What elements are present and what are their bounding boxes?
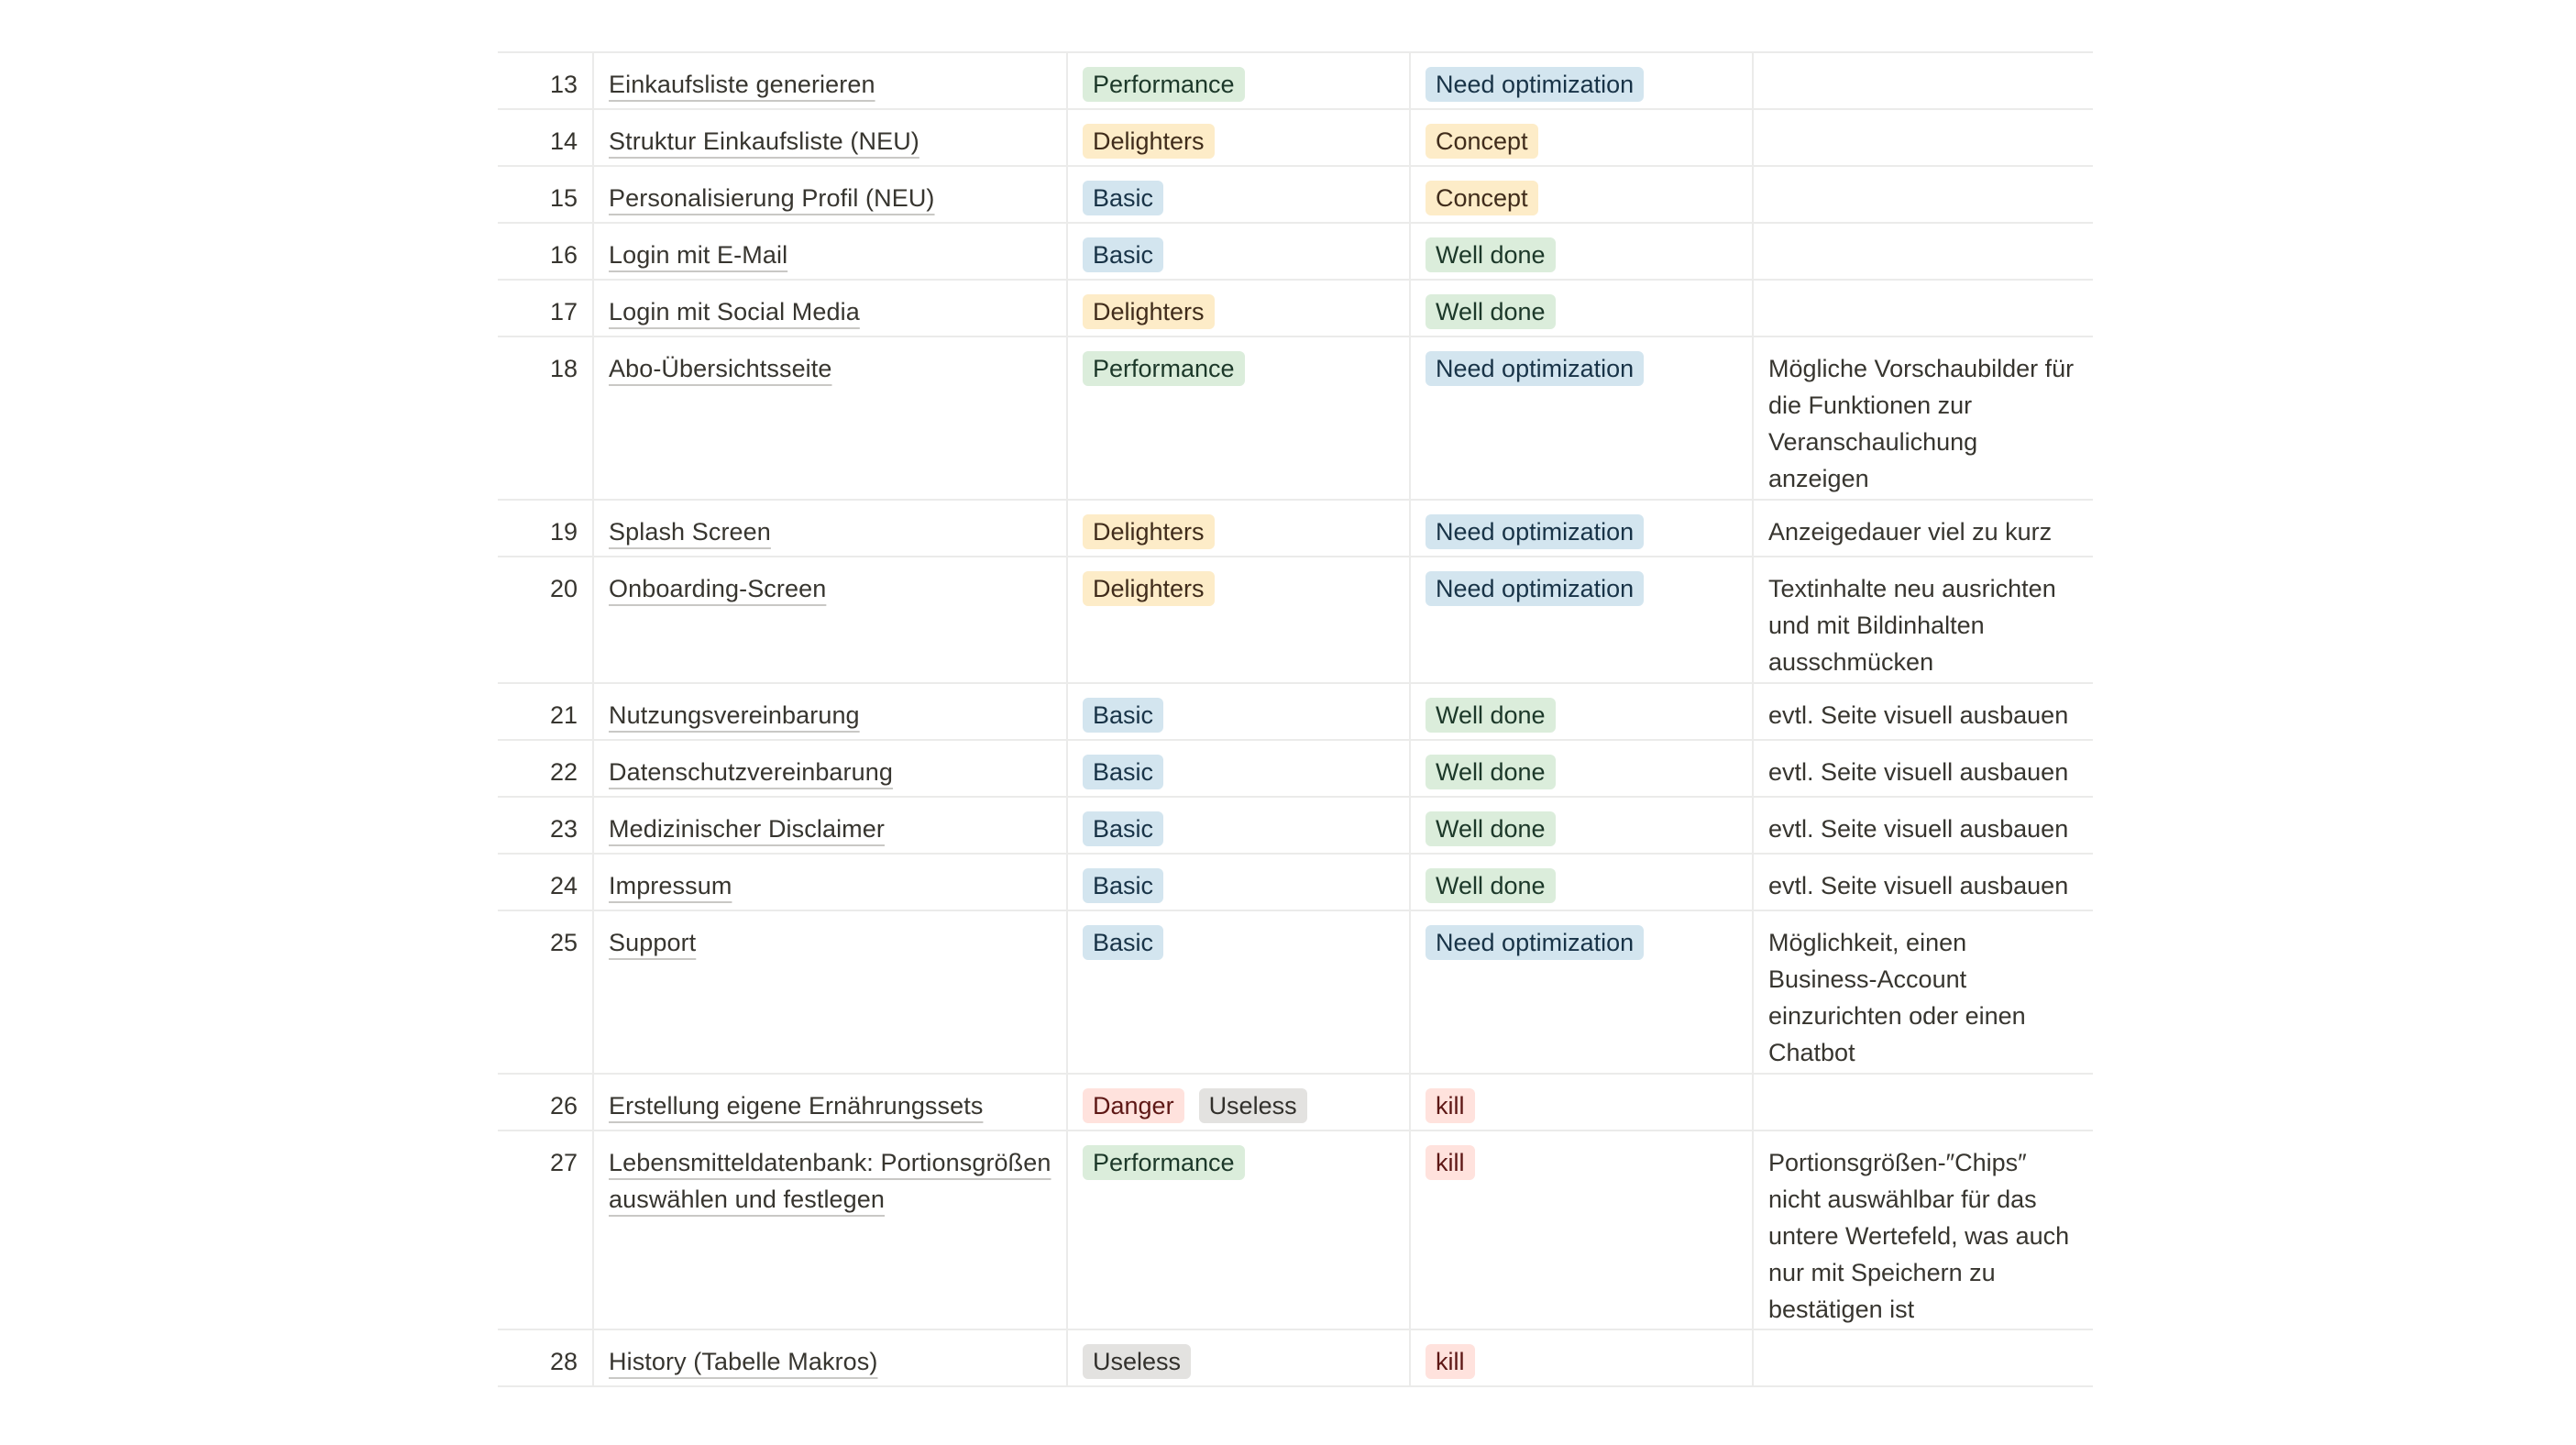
category-cell[interactable] [1068,684,1411,739]
row-number: 24 [498,855,594,910]
category-cell[interactable] [1068,855,1411,910]
feature-name-link[interactable]: Medizinischer Disclaimer [609,815,885,843]
note-cell[interactable]: Möglichkeit, einen Business-Account einzurichten oder einen Chatbot [1768,929,2026,1066]
category-tag: Basic [1083,868,1163,903]
feature-name-cell [594,224,1068,279]
note-cell[interactable] [1754,281,2093,336]
table-row[interactable] [498,501,2093,557]
category-cell[interactable] [1068,110,1411,165]
feature-name-link[interactable]: History (Tabelle Makros) [609,1348,878,1375]
status-cell[interactable] [1411,337,1754,499]
row-number: 16 [498,224,594,279]
status-tag: kill [1426,1344,1475,1379]
note-cell[interactable] [1754,1075,2093,1130]
feature-name-cell [594,1131,1068,1329]
note-cell[interactable]: Portionsgrößen-″Chips″ nicht auswählbar für das untere Wertefeld, was auch nur mit Speichern zu bestätigen ist [1768,1149,2070,1323]
status-cell[interactable] [1411,855,1754,910]
note-cell[interactable]: Anzeigedauer viel zu kurz [1768,518,2053,546]
feature-name-link[interactable]: Personalisierung Profil (NEU) [609,184,935,212]
category-tag: Delighters [1083,571,1215,606]
status-tag: kill [1426,1145,1475,1180]
feature-name-link[interactable]: Struktur Einkaufsliste (NEU) [609,127,919,155]
category-tag: Delighters [1083,514,1215,549]
feature-name-link[interactable]: Impressum [609,872,732,899]
row-number: 18 [498,337,594,499]
category-cell[interactable] [1068,557,1411,682]
status-cell[interactable] [1411,1330,1754,1385]
feature-name-link[interactable]: Login mit Social Media [609,298,860,325]
status-cell[interactable] [1411,684,1754,739]
table-row[interactable] [498,337,2093,501]
feature-name-cell [594,798,1068,853]
note-cell[interactable] [1754,53,2093,108]
feature-name-link[interactable]: Onboarding-Screen [609,575,827,602]
category-cell[interactable] [1068,1075,1411,1130]
row-number: 17 [498,281,594,336]
table-row[interactable] [498,557,2093,684]
status-cell[interactable] [1411,281,1754,336]
row-number: 26 [498,1075,594,1130]
table-row[interactable] [498,855,2093,911]
table-row[interactable] [498,224,2093,281]
feature-name-cell [594,281,1068,336]
status-tag: Well done [1426,811,1556,846]
table-row[interactable] [498,110,2093,167]
status-cell[interactable] [1411,167,1754,222]
category-cell[interactable] [1068,224,1411,279]
feature-name-link[interactable]: Datenschutzvereinbarung [609,758,893,786]
category-tag: Basic [1083,698,1163,733]
status-cell[interactable] [1411,53,1754,108]
feature-name-link[interactable]: Abo-Übersichtsseite [609,355,832,382]
status-cell[interactable] [1411,557,1754,682]
feature-name-link[interactable]: Erstellung eigene Ernährungssets [609,1092,984,1120]
category-tag: Delighters [1083,294,1215,329]
feature-name-cell [594,337,1068,499]
row-number: 21 [498,684,594,739]
note-cell[interactable] [1754,224,2093,279]
category-cell[interactable] [1068,911,1411,1073]
category-cell[interactable] [1068,741,1411,796]
table-row[interactable] [498,741,2093,798]
feature-name-cell [594,557,1068,682]
feature-name-link[interactable]: Login mit E-Mail [609,241,788,269]
note-cell[interactable]: evtl. Seite visuell ausbauen [1768,701,2069,729]
status-cell[interactable] [1411,911,1754,1073]
category-tag: Useless [1199,1088,1307,1123]
category-cell[interactable] [1068,337,1411,499]
category-tag: Performance [1083,67,1245,102]
row-number: 19 [498,501,594,556]
status-tag: Need optimization [1426,67,1644,102]
database-table [498,51,2093,1387]
row-number: 23 [498,798,594,853]
table-row[interactable] [498,167,2093,224]
table-row[interactable] [498,1131,2093,1330]
note-cell[interactable]: evtl. Seite visuell ausbauen [1768,872,2069,899]
category-cell[interactable] [1068,167,1411,222]
row-number: 28 [498,1330,594,1385]
status-tag: Concept [1426,124,1538,159]
category-tag: Basic [1083,755,1163,789]
status-tag: Need optimization [1426,514,1644,549]
feature-name-cell [594,855,1068,910]
table-row[interactable] [498,1075,2093,1131]
category-cell[interactable] [1068,798,1411,853]
status-tag: Well done [1426,294,1556,329]
row-number: 25 [498,911,594,1073]
status-cell[interactable] [1411,741,1754,796]
status-cell[interactable] [1411,1075,1754,1130]
table-row[interactable] [498,1330,2093,1387]
feature-name-link[interactable]: Lebensmitteldatenbank: Portionsgrößen auswählen und festlegen [609,1149,1051,1213]
note-cell[interactable]: Mögliche Vorschaubilder für die Funktionen zur Veranschaulichung anzeigen [1768,355,2075,492]
status-cell[interactable] [1411,1131,1754,1329]
feature-name-cell [594,110,1068,165]
status-tag: Well done [1426,755,1556,789]
feature-name-link[interactable]: Support [609,929,697,956]
row-number: 14 [498,110,594,165]
category-cell[interactable] [1068,1330,1411,1385]
note-cell[interactable]: evtl. Seite visuell ausbauen [1768,815,2069,843]
category-tag: Basic [1083,925,1163,960]
note-cell[interactable] [1754,1330,2093,1385]
category-tag: Useless [1083,1344,1191,1379]
row-number: 15 [498,167,594,222]
status-tag: kill [1426,1088,1475,1123]
status-tag: Need optimization [1426,351,1644,386]
feature-name-cell [594,911,1068,1073]
feature-name-cell [594,167,1068,222]
table-row[interactable] [498,911,2093,1075]
category-tag: Basic [1083,237,1163,272]
category-tag: Danger [1083,1088,1184,1123]
status-tag: Well done [1426,698,1556,733]
feature-name-cell [594,1075,1068,1130]
row-number: 13 [498,53,594,108]
row-number: 22 [498,741,594,796]
table-row[interactable] [498,53,2093,110]
status-tag: Well done [1426,237,1556,272]
row-number: 27 [498,1131,594,1329]
category-cell[interactable] [1068,53,1411,108]
category-cell[interactable] [1068,1131,1411,1329]
row-number: 20 [498,557,594,682]
feature-name-link[interactable]: Nutzungsvereinbarung [609,701,860,729]
category-cell[interactable] [1068,281,1411,336]
table-row[interactable] [498,684,2093,741]
status-cell[interactable] [1411,798,1754,853]
status-tag: Need optimization [1426,571,1644,606]
feature-name-cell [594,741,1068,796]
note-cell[interactable]: evtl. Seite visuell ausbauen [1768,758,2069,786]
table-row[interactable] [498,281,2093,337]
category-tag: Basic [1083,811,1163,846]
category-tag: Performance [1083,351,1245,386]
status-tag: Concept [1426,181,1538,215]
note-cell[interactable]: Textinhalte neu ausrichten und mit Bildinhalten ausschmücken [1768,575,2056,676]
feature-name-cell [594,684,1068,739]
note-cell[interactable] [1754,110,2093,165]
status-cell[interactable] [1411,224,1754,279]
status-tag: Need optimization [1426,925,1644,960]
status-cell[interactable] [1411,501,1754,556]
category-tag: Basic [1083,181,1163,215]
status-cell[interactable] [1411,110,1754,165]
feature-name-cell [594,1330,1068,1385]
status-tag: Well done [1426,868,1556,903]
note-cell[interactable] [1754,167,2093,222]
category-cell[interactable] [1068,501,1411,556]
category-tag: Performance [1083,1145,1245,1180]
category-tag: Delighters [1083,124,1215,159]
feature-name-cell [594,501,1068,556]
feature-name-link[interactable]: Splash Screen [609,518,771,546]
feature-name-link[interactable]: Einkaufsliste generieren [609,71,875,98]
table-row[interactable] [498,798,2093,855]
feature-name-cell [594,53,1068,108]
